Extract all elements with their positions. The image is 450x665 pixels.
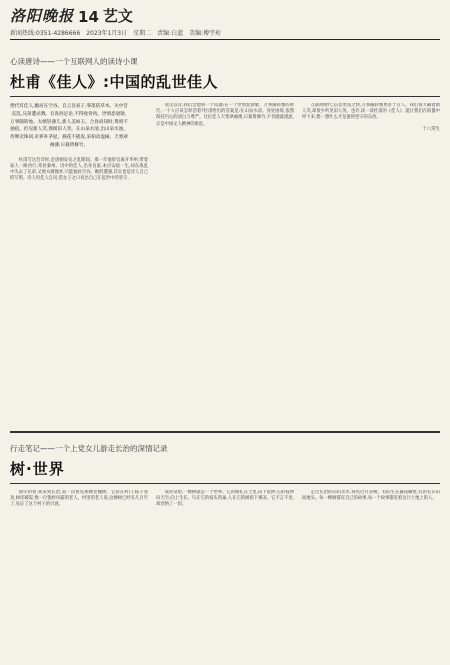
section-name: 艺文	[102, 7, 133, 25]
article1-paragraph: 互联网时代,信息更迭之快,万事随转烛更甚于古人。我们每天刷着新人笑,却很少听见旧人哭。也许,读一读杜甫的《佳人》,能让我们在喧嚣中停下来,想一想什么才是值得坚守的东西。	[302, 103, 440, 121]
page-number: 14	[78, 8, 99, 26]
article2-col2	[156, 490, 294, 665]
masthead	[10, 6, 440, 26]
editor: 责编:白蓝	[157, 30, 184, 37]
article2-paragraph: 那年初春,我来到长治,第一次看见那棵老槐树。它站在村口,枝干苍劲,树皮皲裂,像一位饱经风霜的老人。村里的老人说,这棵树已经有几百年了,见证了这个村子的兴衰。	[10, 490, 148, 508]
article2-headline: 树·世界	[10, 460, 65, 478]
article2-paragraph: 我常常想,一棵树就是一个世界。它的根扎在土里,向下延伸;它的枝伸向天空,向上生长。鸟在它的枝头筑巢,人在它的树荫下乘凉。它不言不语,却容纳了一切。	[156, 490, 294, 508]
article2-body	[10, 490, 440, 665]
article1-kicker: 心读唐诗——一个互联网人的读诗小课	[10, 57, 138, 66]
article2-kicker: 行走笔记——一个上党女儿游走长治的深情记录	[10, 444, 168, 453]
designer: 美编:傅宇珩	[189, 30, 222, 37]
article2-col1	[10, 490, 148, 665]
article1-col3	[302, 103, 440, 423]
hotline: 新闻热线:0351-4286666	[10, 30, 81, 37]
poem-text: 绝代有佳人,幽居在空谷。自云良家子,零落依草木。关中昔丧乱,兄弟遭杀戮。官高何足论,不得收骨肉。世情恶衰歇,万事随转烛。夫婿轻薄儿,新人美如玉。合昏尚知时,鸳鸯不独宿。但见新人笑,那闻旧人哭。在山泉水清,出山泉水浊。侍婢卖珠回,牵萝补茅屋。摘花不插发,采柏动盈掬。天寒翠袖薄,日暮倚修竹。	[10, 104, 128, 148]
info-line	[10, 28, 440, 40]
section-divider	[10, 431, 440, 433]
date: 2023年1月3日	[86, 30, 128, 37]
article1-paragraph: 读这首诗,我们会想到一个问题:在一个世情恶衰歇、万事随转烛的时代,一个人应该怎样活着?杜甫给出的答案是:在山泉水清。身处困境,依然保持内心的清白与尊严。这位佳人天寒翠袖薄,日暮倚修竹,不肯随波逐流,正是中国文人精神的象征。	[156, 103, 294, 127]
headline-rule	[10, 483, 440, 484]
weekday: 星期二	[133, 30, 152, 37]
headline-rule	[10, 96, 440, 97]
article2-paragraph: 走过长治的山山水水,我见过许多树。有的生在悬崖峭壁,有的长在田间地头。每一棵树都有自己的故事,每一个故事都连着这片土地上的人。	[302, 490, 440, 502]
article1-body	[10, 103, 440, 423]
article1-col1	[10, 103, 148, 423]
article1-byline: 十八常生	[422, 126, 440, 132]
article1-paragraph: 杜甫写这首诗时,是唐朝安史之乱期间。那一年他辞官离开华州,带着家人一路西行,寄居秦州。诗中的佳人,出身良家,本应安稳一生,却在战乱中失去了兄弟,又被夫婿抛弃,只能独居空谷。她的遭遇,其实也是诗人自己的写照。诗人用佳人自况,借女子之口说出自己在乱世中的坚守。	[10, 157, 148, 182]
newspaper-logo: 洛阳晚报	[10, 7, 75, 25]
article2-col3	[302, 490, 440, 665]
article1-headline: 杜甫《佳人》:中国的乱世佳人	[10, 73, 218, 91]
article1-col2	[156, 103, 294, 423]
